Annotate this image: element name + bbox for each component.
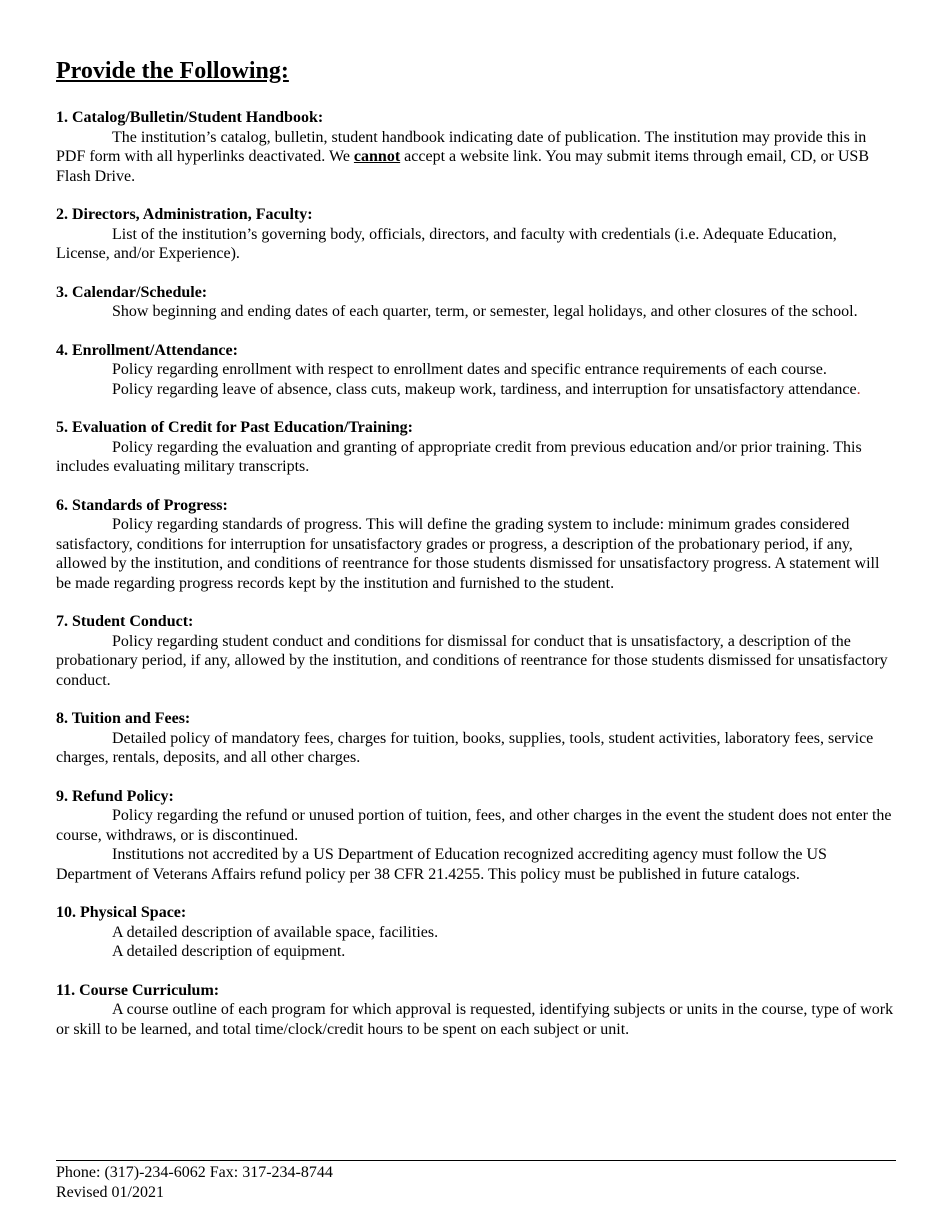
section-paragraph: Policy regarding the evaluation and granting of appropriate credit from previous education and/or prior training. This includes evaluating military transcripts. bbox=[56, 438, 862, 475]
section-heading: 9. Refund Policy: bbox=[56, 787, 174, 805]
section-course-curriculum bbox=[56, 981, 894, 1040]
page-title: Provide the Following: bbox=[56, 58, 289, 84]
page-footer bbox=[56, 1160, 896, 1202]
section-paragraph: Policy regarding the refund or unused portion of tuition, fees, and other charges in the event the student does not enter the course, withdraws, or is discontinued. bbox=[56, 807, 892, 844]
section-heading: 6. Standards of Progress: bbox=[56, 496, 228, 514]
section-heading: 7. Student Conduct: bbox=[56, 613, 194, 630]
section-paragraph: Policy regarding enrollment with respect to enrollment dates and specific entrance requirements of each course. bbox=[112, 361, 827, 378]
paragraph-text: accept a website link. You may submit items through email, CD, or USB Flash Drive. bbox=[56, 148, 869, 185]
paragraph-text: Policy regarding leave of absence, class cuts, makeup work, tardiness, and interruption for unsatisfactory attendance bbox=[112, 380, 857, 398]
section-physical-space bbox=[56, 903, 894, 962]
section-paragraph: A course outline of each program for which approval is requested, identifying subjects or units in the course, type of work or skill to be learned, and total time/clock/credit hours to be spent on each subject or unit. bbox=[56, 1001, 894, 1038]
section-paragraph: Policy regarding standards of progress. This will define the grading system to include: minimum grades considered satisfactory, conditions for interruption for unsatisfactory grades or progress, a description of the probationary period, if any, allowed by the institution, and conditions of reentrance for those students dismissed for unsatisfactory progress. A statement will be made regarding progress records kept by the institution and furnished to the student. bbox=[56, 516, 880, 592]
section-heading: 1. Catalog/Bulletin/Student Handbook: bbox=[56, 109, 324, 126]
section-standards-progress bbox=[56, 496, 894, 594]
section-paragraph bbox=[56, 128, 894, 187]
section-paragraph: Institutions not accredited by a US Department of Education recognized accrediting agency must follow the US Department of Veterans Affairs refund policy per 38 CFR 21.4255. This policy must be published in future catalogs. bbox=[56, 846, 827, 883]
section-heading: 8. Tuition and Fees: bbox=[56, 710, 191, 727]
section-refund-policy bbox=[56, 787, 894, 885]
section-paragraph bbox=[56, 380, 894, 400]
section-heading: 5. Evaluation of Credit for Past Education/Training: bbox=[56, 419, 413, 436]
section-paragraph: A detailed description of equipment. bbox=[112, 943, 346, 960]
section-heading: 10. Physical Space: bbox=[56, 904, 187, 921]
section-heading: 4. Enrollment/Attendance: bbox=[56, 341, 238, 359]
section-paragraph: Detailed policy of mandatory fees, charges for tuition, books, supplies, tools, student activities, laboratory fees, service charges, rentals, deposits, and all other charges. bbox=[56, 729, 874, 766]
footer-revised-date: Revised 01/2021 bbox=[56, 1183, 164, 1201]
section-heading: 3. Calendar/Schedule: bbox=[56, 283, 208, 301]
section-paragraph: Show beginning and ending dates of each quarter, term, or semester, legal holidays, and other closures of the school. bbox=[112, 303, 858, 320]
section-student-conduct bbox=[56, 612, 894, 690]
paragraph-text: The institution’s catalog, bulletin, student handbook indicating date of publication. The institution may provide this in PDF form with all hyperlinks deactivated. We bbox=[56, 128, 867, 165]
document-page bbox=[56, 56, 894, 1058]
section-paragraph: List of the institution’s governing body, officials, directors, and faculty with credentials (i.e. Adequate Education, License, and/or Experience). bbox=[56, 225, 837, 262]
paragraph-period: . bbox=[856, 380, 861, 398]
footer-contact: Phone: (317)-234-6062 Fax: 317-234-8744 bbox=[56, 1164, 333, 1181]
section-tuition-fees bbox=[56, 709, 894, 768]
section-paragraph: Policy regarding student conduct and conditions for dismissal for conduct that is unsatisfactory, a description of the probationary period, if any, allowed by the institution, and conditions of reentrance for those students dismissed for unsatisfactory conduct. bbox=[56, 632, 888, 689]
section-credit-evaluation bbox=[56, 418, 894, 477]
section-calendar bbox=[56, 283, 894, 322]
section-paragraph: A detailed description of available space, facilities. bbox=[112, 923, 439, 941]
section-heading: 11. Course Curriculum: bbox=[56, 981, 220, 999]
emphasis-text: cannot bbox=[353, 148, 401, 165]
section-enrollment bbox=[56, 341, 894, 400]
section-catalog bbox=[56, 108, 894, 186]
section-directors bbox=[56, 205, 894, 264]
section-heading: 2. Directors, Administration, Faculty: bbox=[56, 206, 313, 223]
